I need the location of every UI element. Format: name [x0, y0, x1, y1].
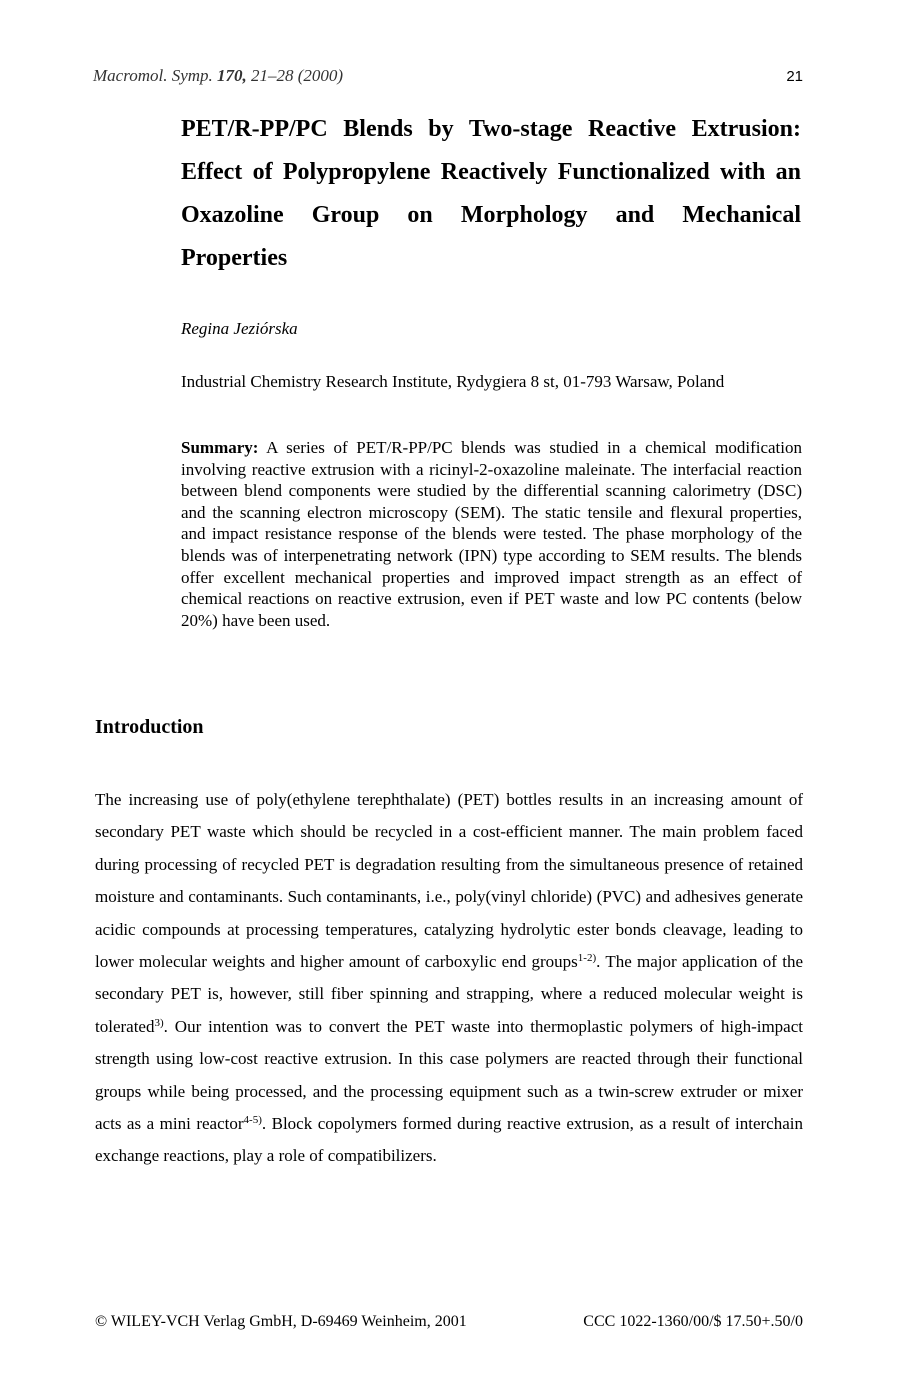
abstract — [181, 437, 802, 631]
abstract-label: Summary: — [181, 438, 259, 457]
section-heading-introduction: Introduction — [95, 716, 204, 738]
author-name: Regina Jeziórska — [181, 319, 298, 338]
footer-copyright: © WILEY-VCH Verlag GmbH, D-69469 Weinheim, 2001 — [95, 1313, 467, 1330]
citation-ref: 4-5) — [243, 1114, 262, 1127]
abstract-text: A series of PET/R-PP/PC blends was studied in a chemical modification involving reactive extrusion with a ricinyl-2-oxazoline maleinate. The interfacial reaction between blend components were studied by the differential scanning calorimetry (DSC) and the scanning electron microscopy (SEM). The static tensile and flexural properties, and impact resistance response of the blends were tested. The phase morphology of the blends was of interpenetrating network (IPN) type according to SEM results. The blends offer excellent mechanical properties and improved impact strength as an effect of chemical reactions on reactive extrusion, even if PET waste and low PC contents (below 20%) have been used. — [181, 438, 803, 630]
citation-ref: 3) — [154, 1016, 164, 1029]
introduction-paragraph — [95, 784, 803, 1173]
footer-code: CCC 1022-1360/00/$ 17.50+.50/0 — [583, 1313, 803, 1330]
intro-text-part-2: . The major application of the secondary PET is, however, still fiber spinning and strapping, where a reduced molecular weight is tolerated — [95, 952, 803, 1036]
intro-text-part-3: . Our intention was to convert the PET waste into thermoplastic polymers of high-impact strength using low-cost reactive extrusion. In this case polymers are reacted through their functional groups while being processed, and the processing equipment such as a twin-screw extruder or mixer acts as a mini reactor — [95, 1016, 803, 1134]
intro-text-part-1: The increasing use of poly(ethylene terephthalate) (PET) bottles results in an increasing amount of secondary PET waste which should be recycled in a cost-efficient manner. The main problem faced during processing of recycled PET is degradation resulting from the simultaneous presence of retained moisture and contaminants. Such contaminants, i.e., poly(vinyl chloride) (PVC) and adhesives generate acidic compounds at processing temperatures, catalyzing hydrolytic ester bonds cleavage, leading to lower molecular weights and higher amount of carboxylic end groups — [95, 790, 803, 972]
running-head — [93, 66, 343, 86]
citation-ref: 1-2) — [577, 952, 597, 965]
article-title: PET/R-PP/PC Blends by Two-stage Reactive Extrusion: Effect of Polypropylene Reactively Functionalized with an Oxazoline Group on Morphology and Mechanical Properties — [181, 116, 801, 271]
journal-volume: 170, — [217, 66, 247, 85]
journal-pages-year: 21–28 (2000) — [251, 66, 344, 85]
intro-text-part-4: . Block copolymers formed during reactive extrusion, as a result of interchain exchange reactions, play a role of compatibilizers. — [95, 1114, 803, 1166]
page-number: 21 — [786, 68, 803, 85]
journal-name: Macromol. Symp. — [93, 66, 213, 85]
author-affiliation: Industrial Chemistry Research Institute, Rydygiera 8 st, 01-793 Warsaw, Poland — [181, 372, 725, 391]
